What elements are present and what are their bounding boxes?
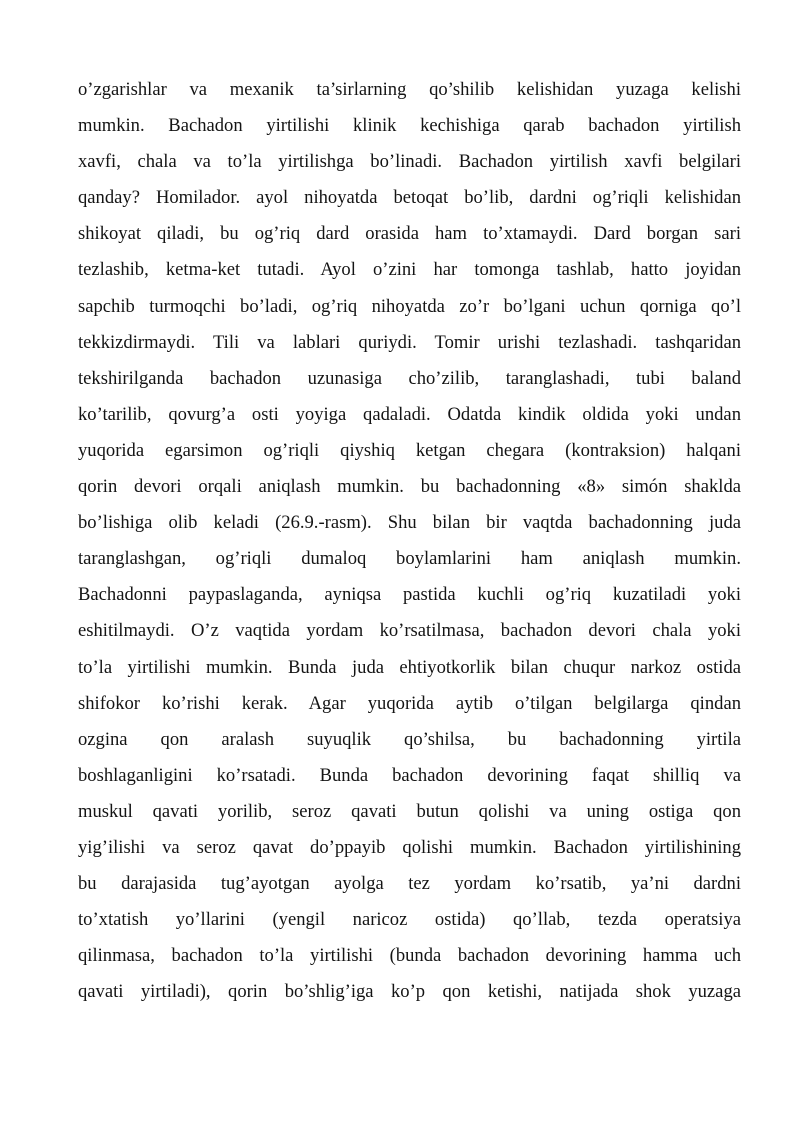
text-line: yig’ilishi va seroz qavat do’ppayib qolishi mumkin. Bachadon yirtilishining [78,836,741,858]
text-line: tekshirilganda bachadon uzunasiga cho’zilib, taranglashadi, tubi baland [78,367,741,389]
text-line: to’la yirtilishi mumkin. Bunda juda ehtiyotkorlik bilan chuqur narkoz ostida [78,656,741,678]
text-line: eshitilmaydi. O’z vaqtida yordam ko’rsatilmasa, bachadon devori chala yoki [78,620,741,642]
text-line: mumkin. Bachadon yirtilishi klinik kechishiga qarab bachadon yirtilish [78,115,741,137]
text-line: to’xtatish yo’llarini (yengil naricoz ostida) qo’llab, tezda operatsiya [78,909,741,931]
body-text [78,72,741,1010]
text-line: qorin devori orqali aniqlash mumkin. bu bachadonning «8» simón shaklda [78,476,741,498]
text-line: xavfi, chala va to’la yirtilishga bo’linadi. Bachadon yirtilish xavfi belgilari [78,151,741,173]
text-line: Bachadonni paypaslaganda, ayniqsa pastida kuchli og’riq kuzatiladi yoki [78,584,741,606]
text-line: shifokor ko’rishi kerak. Agar yuqorida aytib o’tilgan belgilarga qindan [78,692,741,714]
text-line: yuqorida egarsimon og’riqli qiyshiq ketgan chegara (kontraksion) halqani [78,439,741,461]
text-line: boshlaganligini ko’rsatadi. Bunda bachadon devorining faqat shilliq va [78,764,741,786]
text-line: o’zgarishlar va mexanik ta’sirlarning qo’shilib kelishidan yuzaga kelishi [78,79,741,100]
text-line: taranglashgan, og’riqli dumaloq boylamlarini ham aniqlash mumkin. [78,548,741,570]
text-line: muskul qavati yorilib, seroz qavati butun qolishi va uning ostiga qon [78,800,741,822]
text-line: ko’tarilib, qovurg’a osti yoyiga qadaladi. Odatda kindik oldida yoki undan [78,403,741,425]
text-line: qilinmasa, bachadon to’la yirtilishi (bunda bachadon devorining hamma uch [78,945,741,967]
text-line: bo’lishiga olib keladi (26.9.-rasm). Shu bilan bir vaqtda bachadonning juda [78,512,741,534]
text-line: qanday? Homilador. ayol nihoyatda betoqat bo’lib, dardni og’riqli kelishidan [78,187,741,209]
text-line: bu darajasida tug’ayotgan ayolga tez yordam ko’rsatib, ya’ni dardni [78,873,741,895]
text-line: sapchib turmoqchi bo’ladi, og’riq nihoyatda zo’r bo’lgani uchun qorniga qo’l [78,295,741,317]
text-line: qavati yirtiladi), qorin bo’shlig’iga ko’p qon ketishi, natijada shok yuzaga [78,981,741,1003]
text-line: ozgina qon aralash suyuqlik qo’shilsa, bu bachadonning yirtila [78,728,741,750]
text-line: tezlashib, ketma-ket tutadi. Ayol o’zini har tomonga tashlab, hatto joyidan [78,259,741,281]
text-line: tekkizdirmaydi. Tili va lablari quriydi. Tomir urishi tezlashadi. tashqaridan [78,331,741,353]
text-line: shikoyat qiladi, bu og’riq dard orasida ham to’xtamaydi. Dard borgan sari [78,223,741,245]
